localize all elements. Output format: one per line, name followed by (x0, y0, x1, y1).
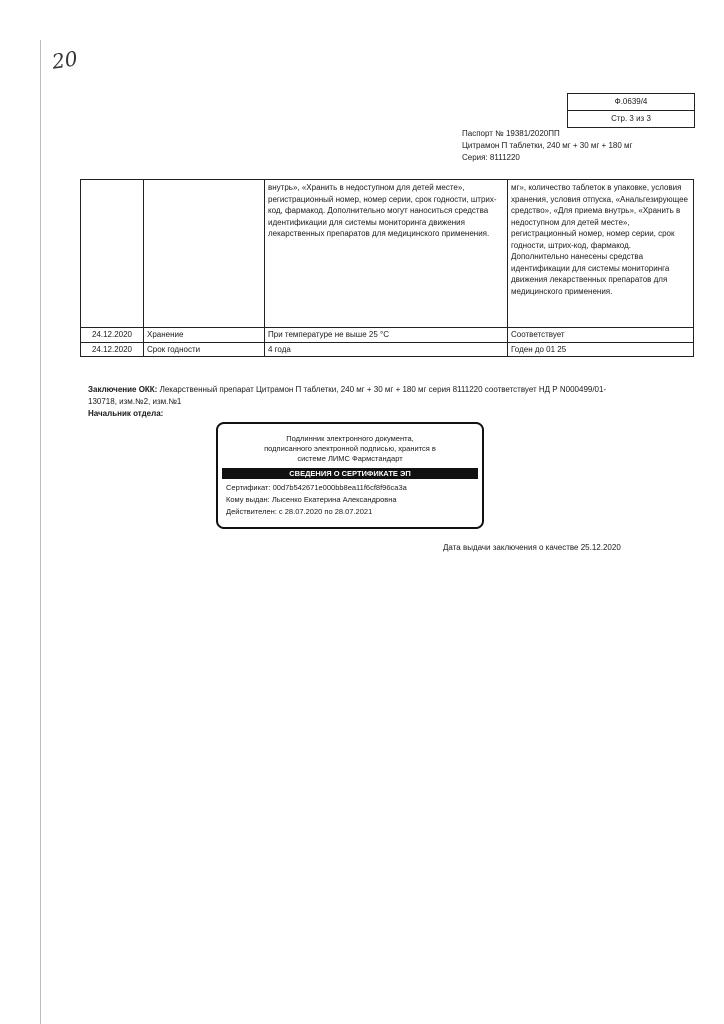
page-counter: Стр. 3 из 3 (568, 110, 694, 127)
table-row (81, 180, 694, 328)
indicator-cell (144, 180, 265, 328)
signature-heading-line: системе ЛИМС Фармстандарт (297, 454, 403, 463)
result-cell: Соответствует (508, 328, 694, 343)
certificate-number: Сертификат: 00d7b542671e000bb8ea11f6cf8f96ca3a (226, 483, 407, 492)
signature-heading-line: Подлинник электронного документа, (286, 434, 414, 443)
indicator-cell: Хранение (144, 328, 265, 343)
scan-edge-line (40, 40, 41, 1024)
conclusion-label: Заключение ОКК: (88, 385, 158, 394)
date-cell (81, 180, 144, 328)
signature-heading (218, 434, 482, 464)
passport-header (462, 128, 632, 164)
table-row (81, 328, 694, 343)
batch-number: Серия: 8111220 (462, 153, 520, 162)
product-name: Цитрамон П таблетки, 240 мг + 30 мг + 180 мг (462, 141, 633, 150)
requirement-cell: внутрь», «Хранить в недоступном для детей месте», регистрационный номер, номер серии, срок годности, штрих-код, фармакод. Дополнительно могут наноситься средства идентификации для системы мониторинга движения лекарственных препаратов для медицинского применения. (265, 180, 508, 328)
certificate-info-bar: СВЕДЕНИЯ О СЕРТИФИКАТЕ ЭП (222, 468, 478, 479)
form-code-box (567, 93, 695, 128)
passport-number: Паспорт № 19381/2020ПП (462, 129, 560, 138)
result-cell: мг», количество таблеток в упаковке, условия хранения, условия отпуска, «Анальгезирующее средство», «Для приема внутрь», «Хранить в недоступном для детей месте», регистрационный номер, номер серии, срок годности, штрих-код, фармакод. Дополнительно нанесены средства идентификации для системы мониторинга движения лекарственных препаратов для медицинского применения. (508, 180, 694, 328)
date-cell: 24.12.2020 (81, 328, 144, 343)
indicator-cell: Срок годности (144, 342, 265, 357)
certificate-validity: Действителен: с 28.07.2020 по 28.07.2021 (226, 507, 373, 516)
requirement-cell: При температуре не выше 25 °С (265, 328, 508, 343)
signature-heading-line: подписанного электронной подписью, хранится в (264, 444, 436, 453)
form-code: Ф.0639/4 (614, 97, 648, 106)
quality-table (80, 179, 694, 357)
conclusion-text: Лекарственный препарат Цитрамон П таблетки, 240 мг + 30 мг + 180 мг серия 8111220 соответствует НД Р N000499/01-130718, изм.№2, изм.№1 (88, 385, 607, 406)
requirement-cell: 4 года (265, 342, 508, 357)
handwritten-page-number: 20 (50, 46, 79, 74)
table-row (81, 342, 694, 357)
department-head-label: Начальник отдела: (88, 409, 164, 418)
electronic-signature-stamp (216, 422, 484, 529)
certificate-holder: Кому выдан: Лысенко Екатерина Александровна (226, 495, 397, 504)
result-cell: Годен до 01 25 (508, 342, 694, 357)
conclusion-issue-date: Дата выдачи заключения о качестве 25.12.2020 (443, 543, 621, 552)
qc-conclusion (88, 384, 628, 408)
date-cell: 24.12.2020 (81, 342, 144, 357)
